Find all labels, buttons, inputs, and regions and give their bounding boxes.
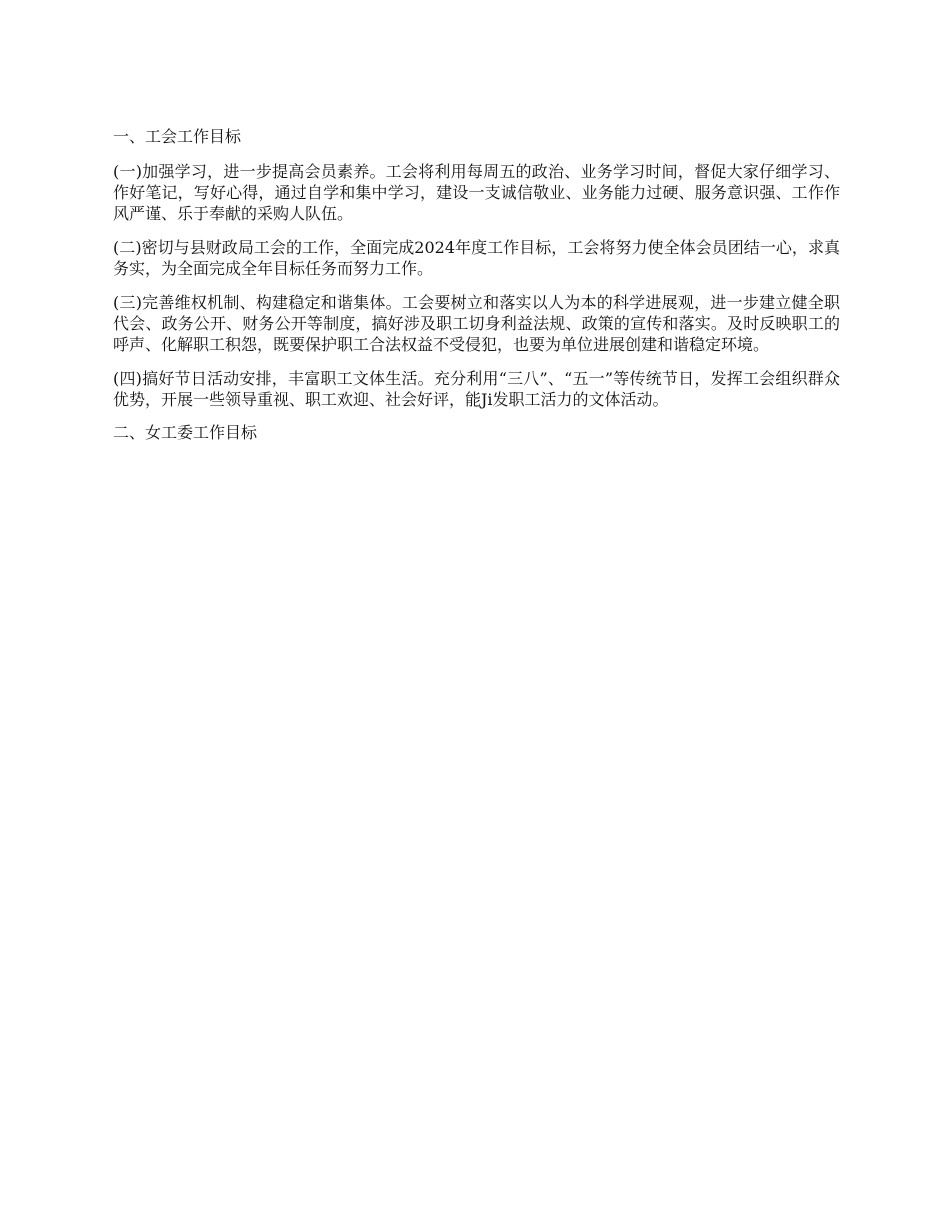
paragraph-rights-protection: (三)完善维权机制、构建稳定和谐集体。工会要树立和落实以人为本的科学进展观，进一步建立健全职代会、政务公开、财务公开等制度，搞好涉及职工切身利益法规、政策的宣传和落实。及时反映职工的呼声、化解职工积怨，既要保护职工合法权益不受侵犯，也要为单位进展创建和谐稳定环境。 (113, 293, 840, 354)
section-heading-union-goals: 一、工会工作目标 (113, 127, 242, 146)
section-heading-women-committee: 二、女工委工作目标 (113, 423, 258, 442)
paragraph-holiday-activities: (四)搞好节日活动安排，丰富职工文体生活。充分利用“三八”、“五一”等传统节日，发挥工会组织群众优势，开展一些领导重视、职工欢迎、社会好评，能Ji发职工活力的文体活动。 (113, 369, 840, 409)
paragraph-study: (一)加强学习，进一步提高会员素养。工会将利用每周五的政治、业务学习时间，督促大家仔细学习、作好笔记，写好心得，通过自学和集中学习，建设一支诚信敬业、业务能力过硬、服务意识强、工作作风严谨、乐于奉献的采购人队伍。 (113, 162, 840, 223)
paragraph-cooperation: (二)密切与县财政局工会的工作，全面完成2024年度工作目标，工会将努力使全体会员团结一心，求真务实，为全面完成全年目标任务而努力工作。 (113, 238, 840, 278)
document-page (113, 127, 840, 457)
